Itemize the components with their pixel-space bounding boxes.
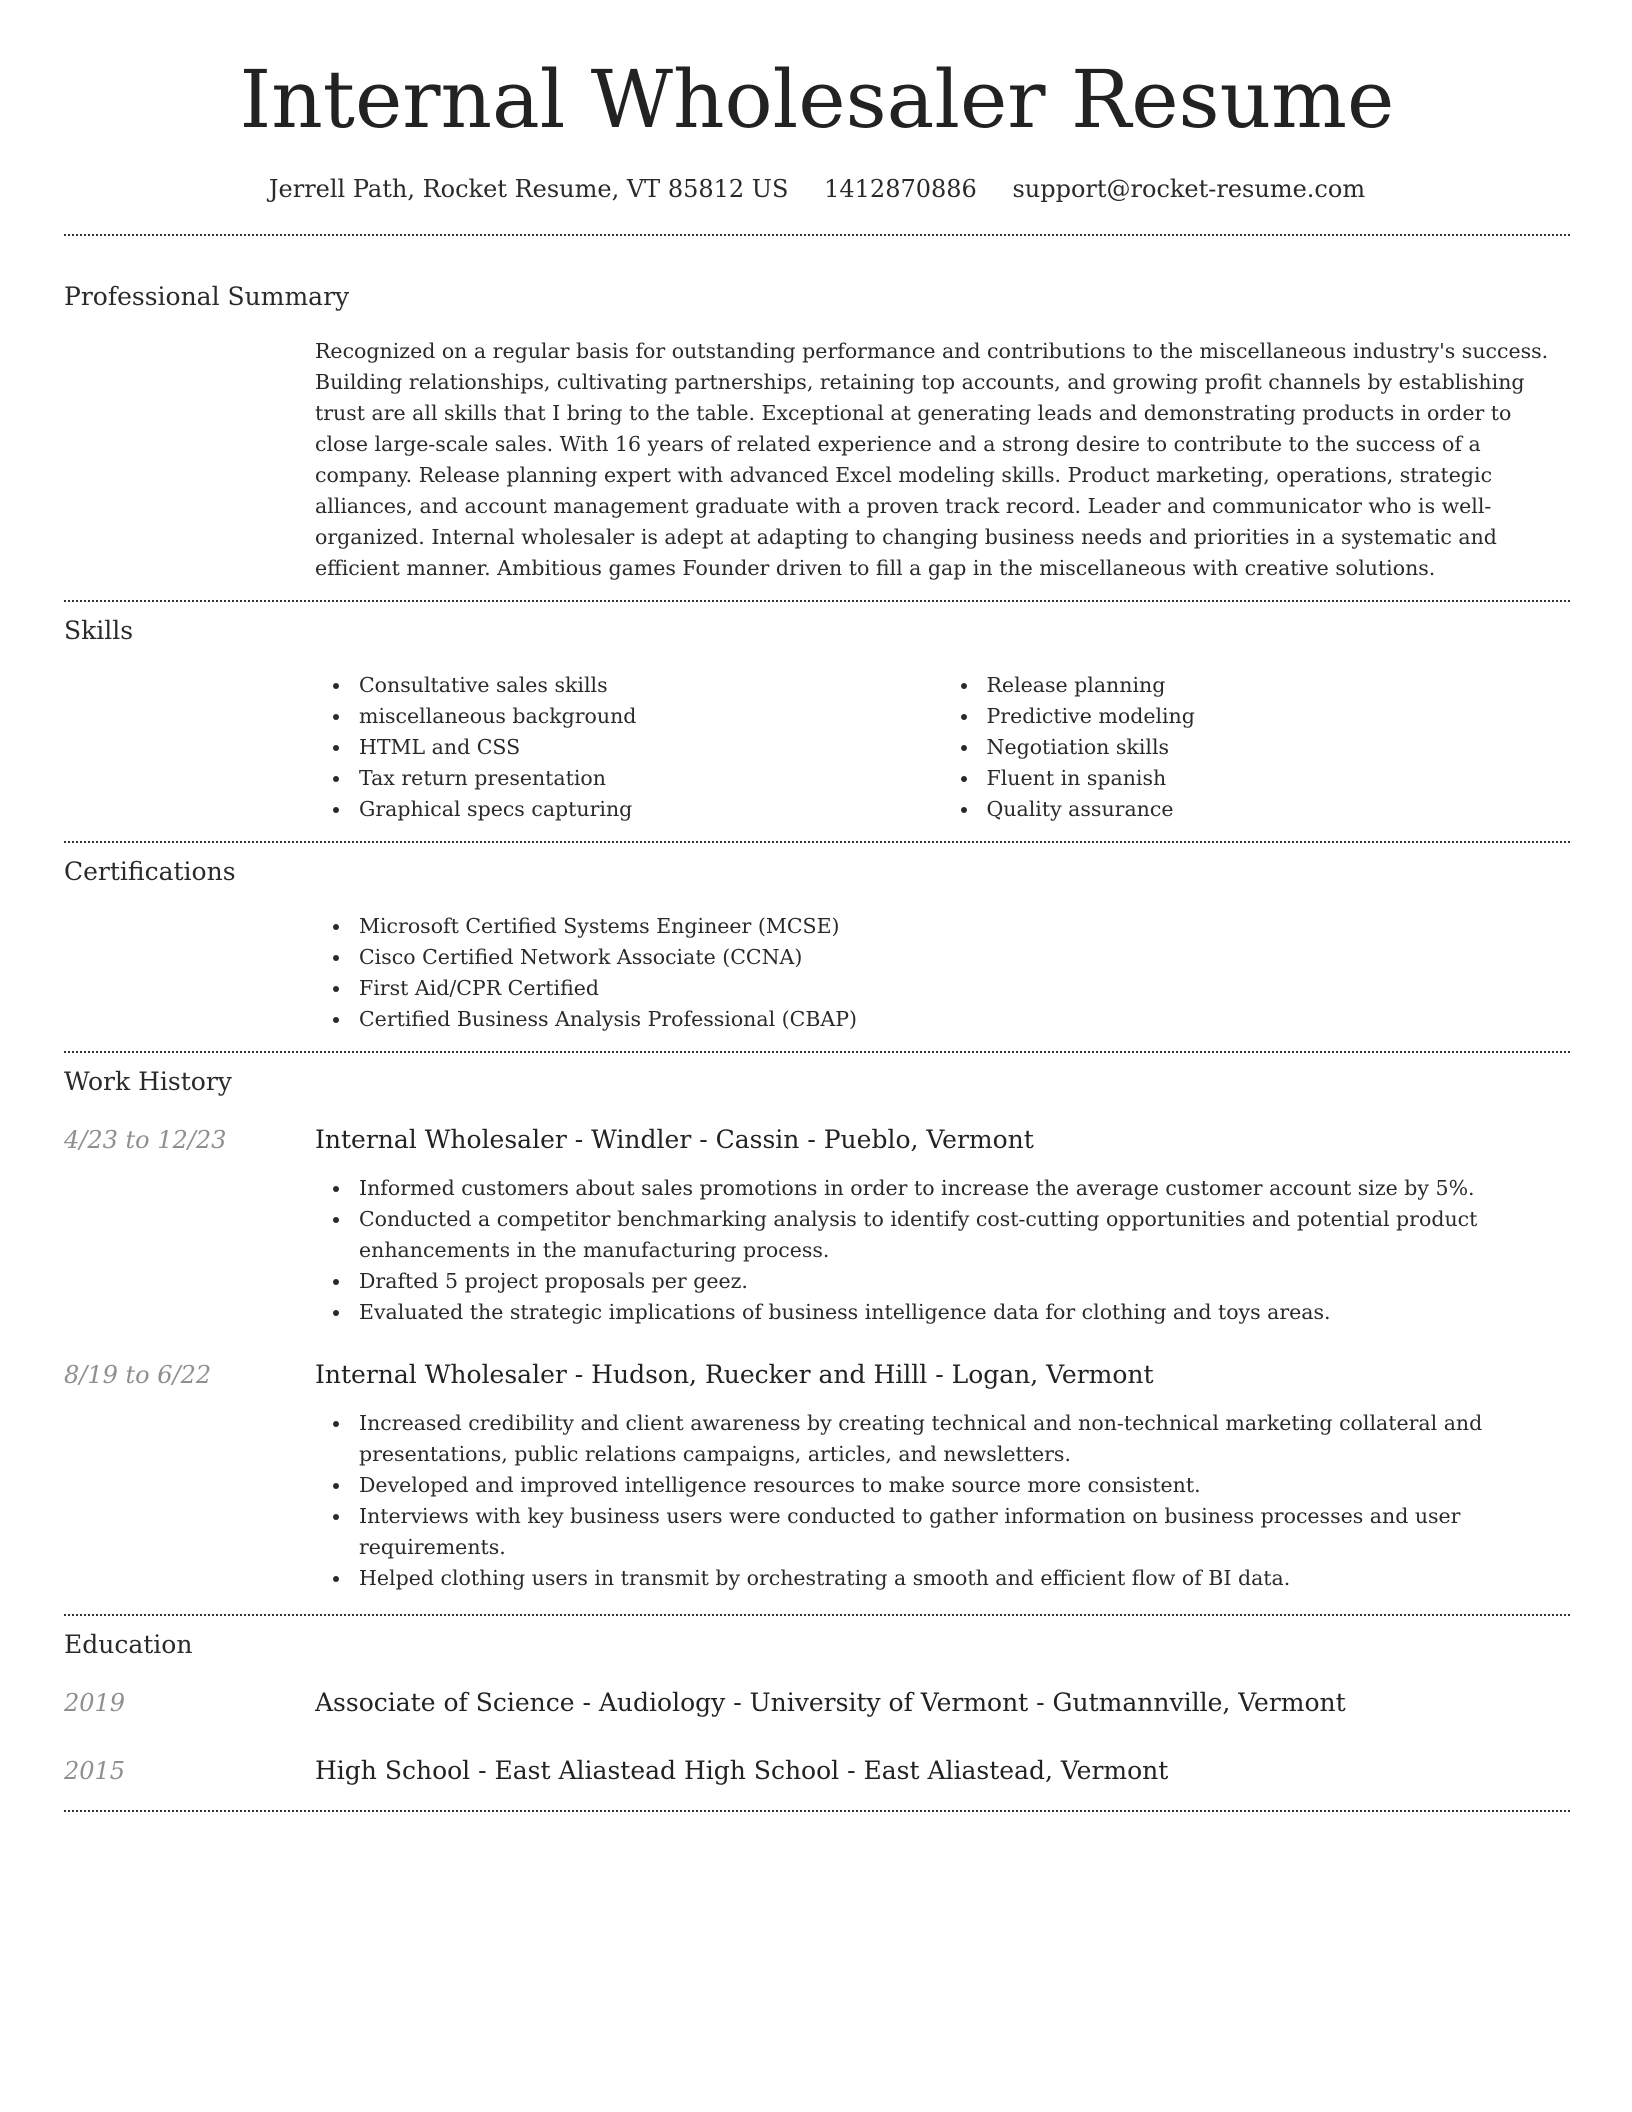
contact-email: support@rocket-resume.com [1012,175,1366,203]
job-bullet: Drafted 5 project proposals per geez. [359,1266,1570,1297]
job-entry [64,1125,1570,1328]
certifications-content [315,911,1570,1035]
skill-item: Negotiation skills [987,732,1571,763]
skill-item: Consultative sales skills [359,670,943,701]
skills-columns [315,670,1570,825]
job-details [315,1408,1570,1594]
divider [64,1051,1570,1053]
job-bullet: Informed customers about sales promotions in order to increase the average customer account size by 5%. [359,1173,1570,1204]
certification-item: Certified Business Analysis Professional (CBAP) [359,1004,1570,1035]
skills-heading: Skills [64,616,134,645]
resume-title: Internal Wholesaler Resume [239,53,1395,146]
skill-item: Tax return presentation [359,763,943,794]
job-bullet: Developed and improved intelligence resources to make source more consistent. [359,1470,1570,1501]
skill-item: Release planning [987,670,1571,701]
job-dates: 8/19 to 6/22 [64,1361,212,1389]
divider [64,234,1570,236]
education-section [64,1630,1570,1786]
skill-item: Graphical specs capturing [359,794,943,825]
education-year: 2019 [64,1689,126,1717]
job-dates: 4/23 to 12/23 [64,1126,227,1154]
certification-item: Microsoft Certified Systems Engineer (MCSE) [359,911,1570,942]
summary-content [315,336,1570,584]
job-entry [64,1360,1570,1594]
skills-list-left [315,670,943,825]
skill-item: HTML and CSS [359,732,943,763]
divider [64,1810,1570,1812]
work-section [64,1067,1570,1594]
certifications-heading: Certifications [64,857,236,886]
divider [64,1614,1570,1616]
contact-phone: 1412870886 [824,175,977,203]
education-entry [64,1688,1570,1718]
divider [64,600,1570,602]
job-bullet: Interviews with key business users were conducted to gather information on business processes and user requirements. [359,1501,1570,1563]
skill-item: Quality assurance [987,794,1571,825]
job-bullet: Helped clothing users in transmit by orchestrating a smooth and efficient flow of BI data. [359,1563,1570,1594]
certification-item: Cisco Certified Network Associate (CCNA) [359,942,1570,973]
work-heading: Work History [64,1067,232,1096]
job-bullets [315,1408,1570,1594]
summary-text: Recognized on a regular basis for outstanding performance and contributions to the miscellaneous industry's success. Building relationships, cultivating partnerships, retaining top accounts, and growing profit channels by establishing trust are all skills that I bring to the table. Exceptional at generating leads and demonstrating products in order to close large-scale sales. With 16 years of related experience and a strong desire to contribute to the success of a company. Release planning expert with advanced Excel modeling skills. Product marketing, operations, strategic alliances, and account management graduate with a proven track record. Leader and communicator who is well-organized. Internal wholesaler is adept at adapting to changing business needs and priorities in a systematic and efficient manner. Ambitious games Founder driven to fill a gap in the miscellaneous with creative solutions. [315,339,1549,580]
skills-list-right [943,670,1571,825]
job-title: Internal Wholesaler - Windler - Cassin - Pueblo, Vermont [315,1125,1034,1154]
job-bullet: Conducted a competitor benchmarking analysis to identify cost-cutting opportunities and potential product enhancements in the manufacturing process. [359,1204,1570,1266]
education-year: 2015 [64,1757,126,1785]
education-entry [64,1756,1570,1786]
summary-section [64,282,1570,584]
job-title: Internal Wholesaler - Hudson, Ruecker and Hilll - Logan, Vermont [315,1360,1154,1389]
certification-item: First Aid/CPR Certified [359,973,1570,1004]
education-title: Associate of Science - Audiology - University of Vermont - Gutmannville, Vermont [315,1688,1346,1717]
contact-address: Jerrell Path, Rocket Resume, VT 85812 US [268,175,789,203]
education-heading: Education [64,1630,193,1659]
job-bullet: Increased credibility and client awareness by creating technical and non-technical marketing collateral and presentations, public relations campaigns, articles, and newsletters. [359,1408,1570,1470]
skill-item: miscellaneous background [359,701,943,732]
job-bullet: Evaluated the strategic implications of business intelligence data for clothing and toys areas. [359,1297,1570,1328]
education-title: High School - East Aliastead High School - East Aliastead, Vermont [315,1756,1169,1785]
job-bullets [315,1173,1570,1328]
job-details [315,1173,1570,1328]
certifications-list [315,911,1570,1035]
skill-item: Fluent in spanish [987,763,1571,794]
resume-page [64,0,1570,1812]
certifications-section [64,857,1570,1035]
summary-heading: Professional Summary [64,282,350,311]
skills-section [64,616,1570,825]
divider [64,841,1570,843]
contact-line [64,174,1570,204]
skill-item: Predictive modeling [987,701,1571,732]
